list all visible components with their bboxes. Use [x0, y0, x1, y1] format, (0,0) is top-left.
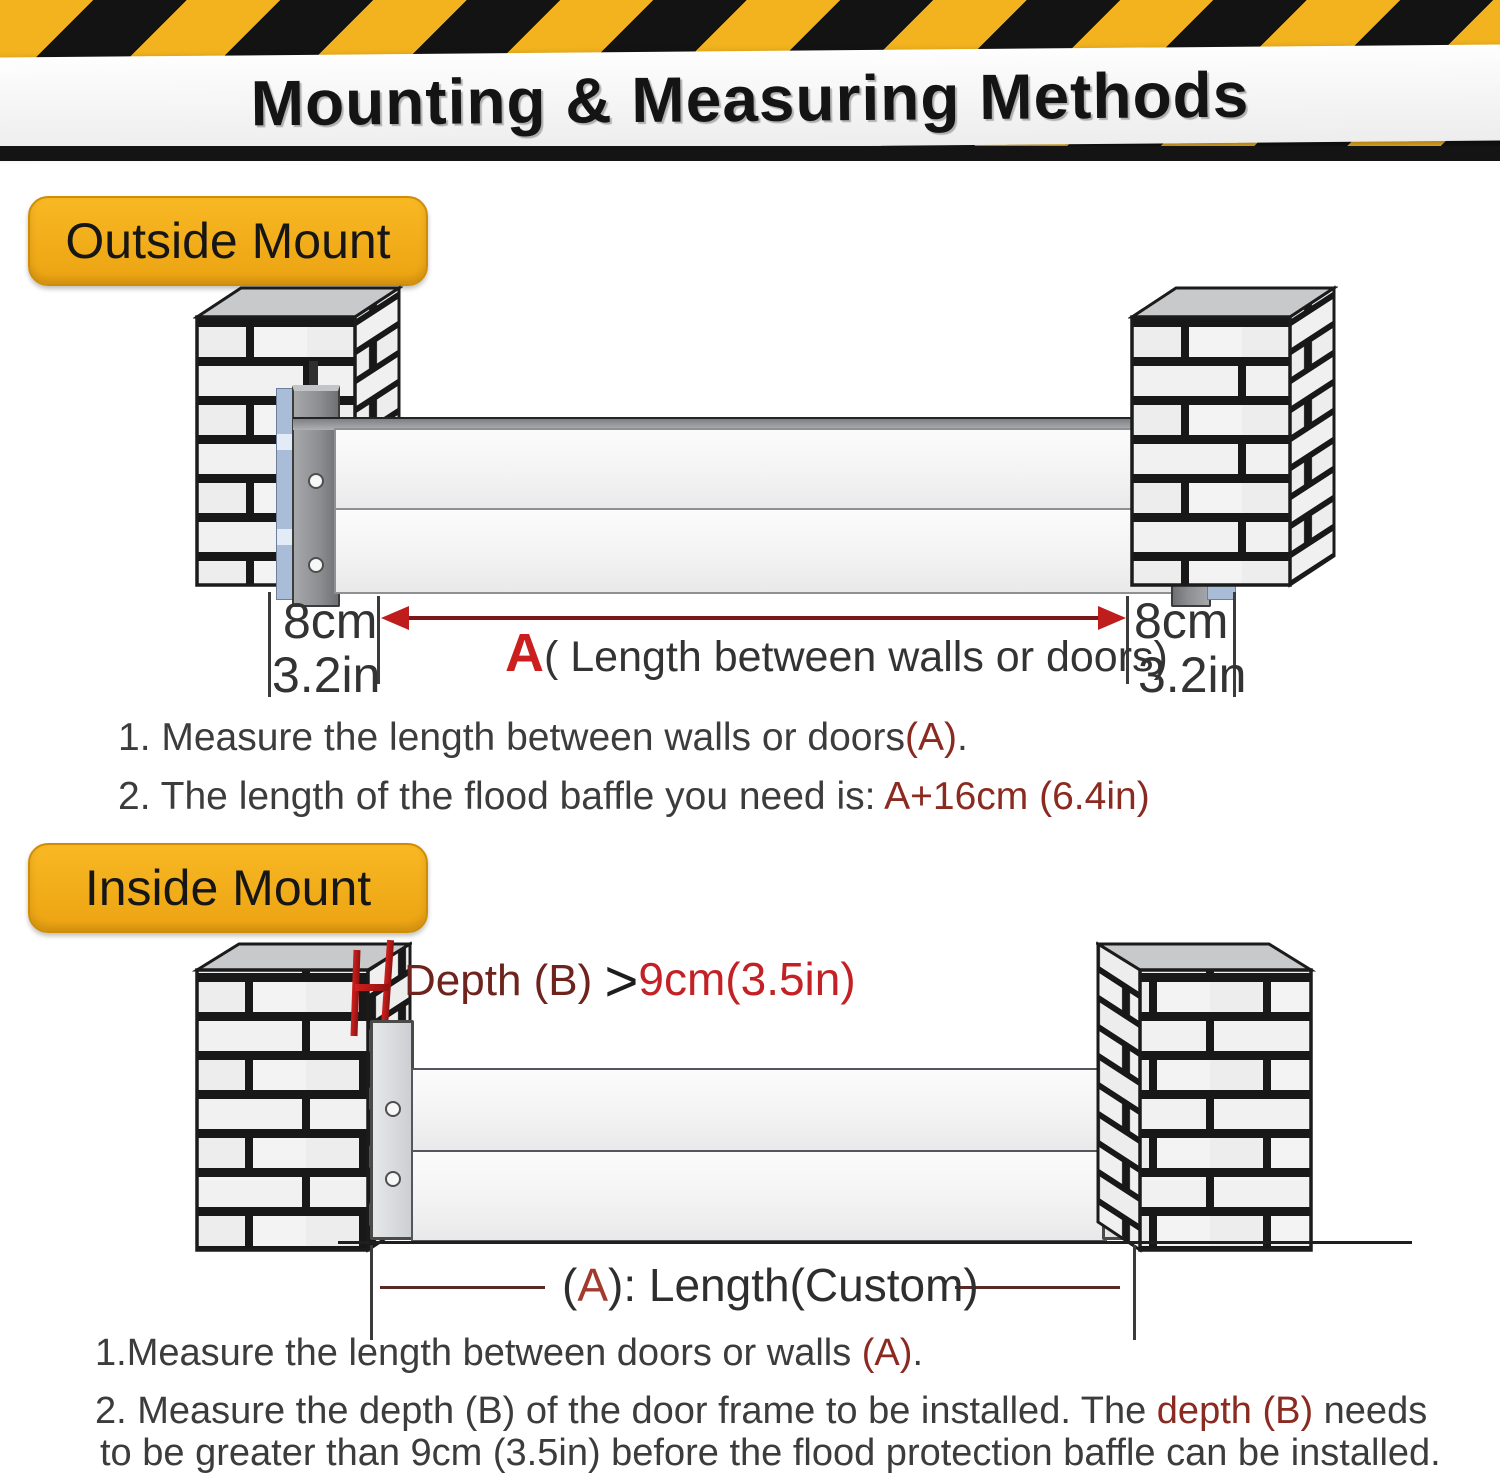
flood-barrier-panel-top-inside [411, 1068, 1107, 1154]
dimension-tick [370, 1245, 373, 1340]
header-divider-bar [0, 146, 1500, 161]
dimension-label-right-in: 3.2in [1138, 647, 1247, 703]
inside-mount-badge-label: Inside Mount [84, 860, 372, 916]
outside-instruction-1: 1. Measure the length between walls or doors(A). [118, 716, 968, 759]
brick-pillar-right-inside [1096, 938, 1316, 1253]
span-letter: A [505, 623, 544, 683]
flood-barrier-panel-top-outside [334, 428, 1174, 512]
anchor-bolt-left [309, 361, 318, 388]
inside-instruction-2: 2. Measure the depth (B) of the door frame to be installed. The depth (B) needs [95, 1390, 1428, 1432]
outside-mount-badge-label: Outside Mount [65, 213, 391, 269]
page-title: Mounting & Measuring Methods [250, 58, 1250, 140]
depth-requirement-label: Depth (B) >9cm(3.5in) [404, 949, 856, 1014]
pillar-side-face [1098, 944, 1140, 1250]
inside-instruction-1: 1.Measure the length between doors or walls (A). [95, 1332, 923, 1374]
span-text: ( Length between walls or doors) [544, 633, 1168, 681]
inside-mount-badge [28, 843, 428, 933]
outside-instruction-2: 2. The length of the flood baffle you need is: A+16cm (6.4in) [118, 775, 1150, 818]
pillar-front-face [197, 970, 368, 1250]
dimension-line-right [955, 1286, 1120, 1289]
dimension-tick [268, 592, 271, 697]
length-custom-label: (A): Length(Custom) [562, 1259, 979, 1311]
flood-barrier-panel-bottom-inside [411, 1150, 1107, 1242]
outside-mount-badge [28, 196, 428, 286]
ground-line [338, 1241, 1412, 1244]
dimension-label-left-cm: 8cm [283, 593, 378, 649]
dimension-tick [1133, 1245, 1136, 1340]
flood-barrier-panel-bottom-outside [334, 508, 1174, 594]
inside-instruction-3: to be greater than 9cm (3.5in) before the flood protection baffle can be installed. [100, 1432, 1441, 1474]
pillar-front-face [1140, 970, 1311, 1250]
brick-pillar-right-outside [1128, 283, 1338, 595]
dimension-label-left-in: 3.2in [272, 647, 381, 703]
pillar-front-face [1132, 317, 1290, 585]
pillar-side-face [1290, 288, 1334, 585]
title-strip [0, 44, 1500, 153]
dimension-label-right-cm: 8cm [1134, 593, 1229, 649]
span-length-label [505, 622, 1168, 684]
mounting-bracket-left-inside [370, 1020, 414, 1240]
dimension-line-left [380, 1286, 545, 1289]
